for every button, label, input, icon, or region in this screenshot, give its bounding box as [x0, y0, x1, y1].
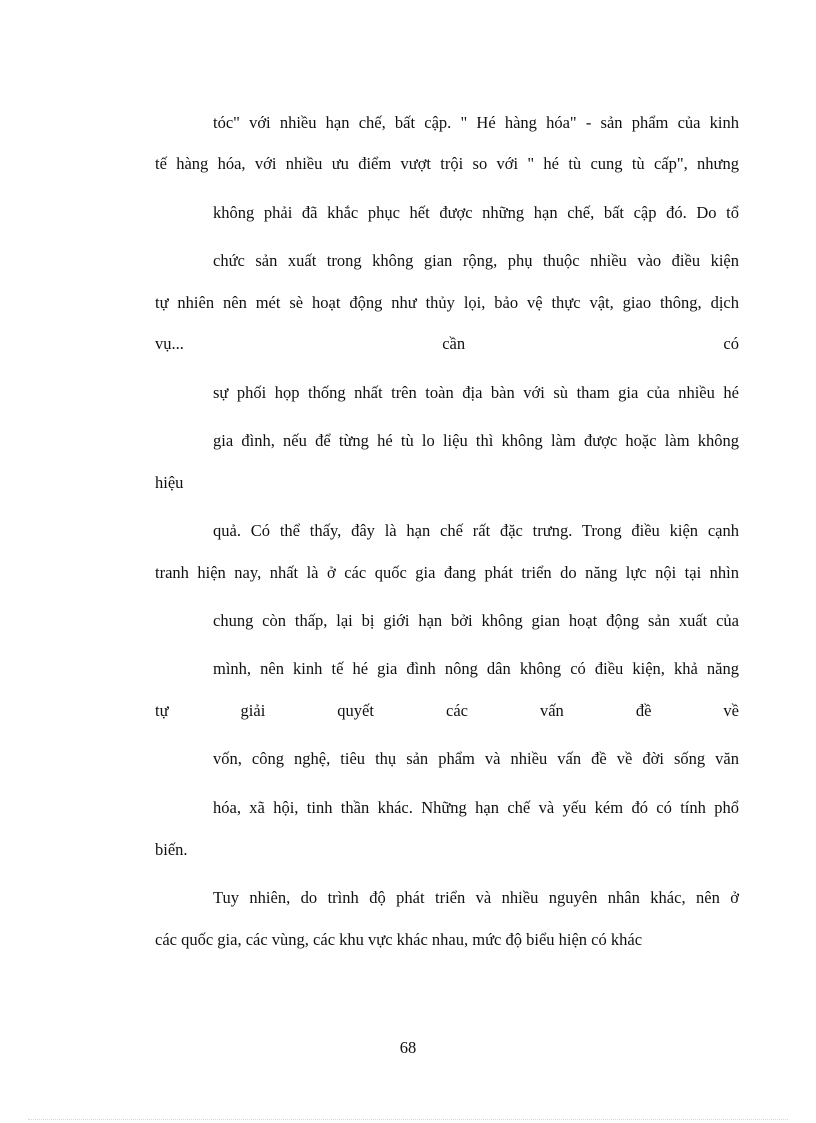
page-bottom-border	[28, 1119, 788, 1120]
text-line: chung còn thấp, lại bị giới hạn bởi không gian hoạt động sản xuất của	[213, 611, 739, 630]
text-line: chức sản xuất trong không gian rộng, phụ thuộc nhiều vào điều kiện	[213, 251, 739, 270]
text-line: hóa, xã hội, tinh thần khác. Những hạn chế và yếu kém đó có tính phổ	[213, 798, 739, 817]
text-line: sự phối họp thống nhất trên toàn địa bàn với sù tham gia của nhiều hé	[213, 383, 739, 402]
text-line: quả. Có thể thấy, đây là hạn chế rất đặc trưng. Trong điều kiện cạnh	[213, 521, 739, 540]
text-line: Tuy nhiên, do trình độ phát triển và nhiều nguyên nhân khác, nên ở	[213, 888, 739, 907]
text-line: các quốc gia, các vùng, các khu vực khác nhau, mức độ biểu hiện có khác	[155, 930, 643, 949]
text-line: biến.	[155, 840, 188, 859]
text-line: vụ... cần có	[155, 334, 739, 353]
text-line: hiệu	[155, 473, 184, 492]
page-number: 68	[399, 1038, 417, 1057]
text-line: tự nhiên nên mét sè hoạt động như thủy lọi, bảo vệ thực vật, giao thông, dịch	[155, 293, 739, 312]
text-line: vốn, công nghệ, tiêu thụ sản phẩm và nhiều vấn đề về đời sống văn	[213, 749, 739, 768]
text-line: tự giải quyết các vấn đề về	[155, 701, 739, 720]
text-line: tế hàng hóa, với nhiều ưu điểm vượt trội so với " hé tù cung tù cấp", nhưng	[155, 154, 739, 173]
text-line: mình, nên kinh tế hé gia đình nông dân không có điều kiện, khả năng	[213, 659, 739, 678]
text-line: gia đình, nếu để từng hé tù lo liệu thì không làm được hoặc làm không	[213, 431, 739, 450]
text-line: tranh hiện nay, nhất là ở các quốc gia đang phát triển do năng lực nội tại nhìn	[155, 563, 739, 582]
text-line: không phải đã khắc phục hết được những hạn chế, bất cập đó. Do tổ	[213, 203, 739, 222]
text-line: tóc" với nhiều hạn chế, bất cập. " Hé hàng hóa" - sản phẩm của kinh	[213, 113, 739, 132]
